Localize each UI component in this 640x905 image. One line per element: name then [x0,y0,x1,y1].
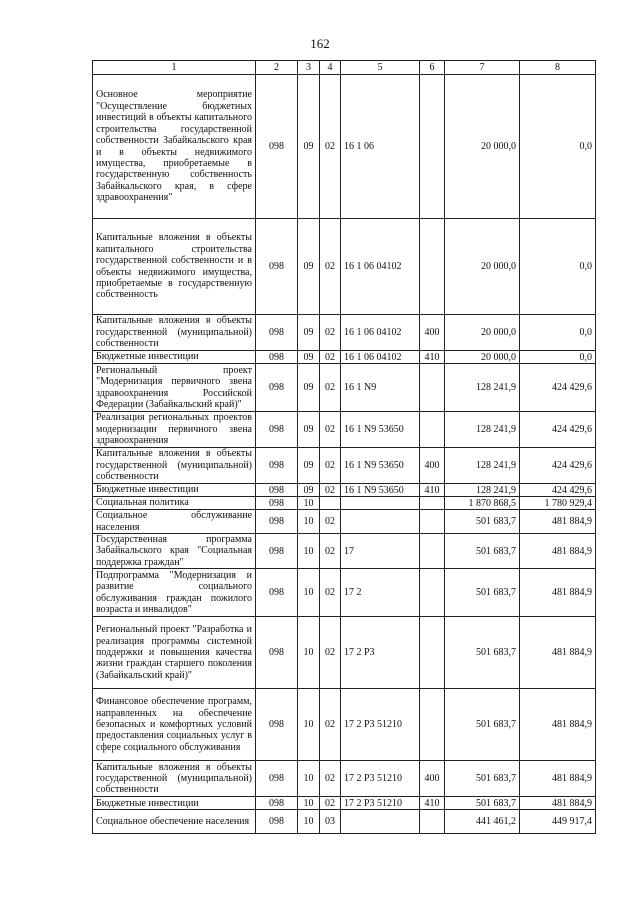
section-code-cell: 10 [298,810,320,834]
expense-type-cell [420,412,445,448]
column-header-3: 3 [298,61,320,75]
target-article-cell: 17 [341,534,420,569]
row-name-cell: Социальное обеспечение населения [93,810,256,834]
section-code-cell: 10 [298,497,320,510]
subsection-code-cell: 02 [320,569,341,617]
table-row [93,75,596,219]
table-row [93,412,596,448]
gr-code-cell: 098 [256,510,298,534]
section-code-cell: 09 [298,484,320,497]
subsection-code-cell: 02 [320,219,341,315]
expense-type-cell [420,497,445,510]
subsection-code-cell: 02 [320,617,341,689]
expense-type-cell: 410 [420,351,445,364]
gr-code-cell: 098 [256,497,298,510]
row-name-cell: Региональный проект "Модернизация первичного звена здравоохранения Российской Федерации (Забайкальский край)" [93,364,256,412]
column-header-4: 4 [320,61,341,75]
gr-code-cell: 098 [256,761,298,797]
section-code-cell: 10 [298,510,320,534]
amount-year2-cell: 1 780 929,4 [520,497,596,510]
expense-type-cell [420,810,445,834]
section-code-cell: 09 [298,351,320,364]
target-article-cell: 16 1 06 04102 [341,219,420,315]
section-code-cell: 10 [298,761,320,797]
amount-year1-cell: 128 241,9 [445,448,520,484]
row-name-cell: Региональный проект "Разработка и реализация программы системной поддержки и повышения качества жизни граждан старшего поколения (Забайкальский край)" [93,617,256,689]
target-article-cell: 16 1 N9 [341,364,420,412]
amount-year2-cell: 424 429,6 [520,364,596,412]
amount-year1-cell: 501 683,7 [445,797,520,810]
page-number: 162 [310,36,330,51]
gr-code-cell: 098 [256,315,298,351]
row-name-cell: Капитальные вложения в объекты государственной (муниципальной) собственности [93,448,256,484]
gr-code-cell: 098 [256,810,298,834]
target-article-cell [341,810,420,834]
amount-year2-cell: 0,0 [520,75,596,219]
section-code-cell: 10 [298,797,320,810]
amount-year2-cell: 0,0 [520,315,596,351]
column-header-6: 6 [420,61,445,75]
amount-year1-cell: 501 683,7 [445,689,520,761]
row-name-cell: Подпрограмма "Модернизация и развитие социального обслуживания граждан пожилого возраста и инвалидов" [93,569,256,617]
subsection-code-cell: 02 [320,448,341,484]
section-code-cell: 10 [298,569,320,617]
row-name-cell: Социальная политика [93,497,256,510]
target-article-cell: 16 1 N9 53650 [341,412,420,448]
amount-year1-cell: 501 683,7 [445,761,520,797]
table-row [93,617,596,689]
row-name-cell: Бюджетные инвестиции [93,797,256,810]
expense-type-cell: 410 [420,484,445,497]
expense-type-cell: 410 [420,797,445,810]
table-row [93,534,596,569]
target-article-cell: 17 2 P3 51210 [341,797,420,810]
section-code-cell: 10 [298,617,320,689]
row-name-cell: Реализация региональных проектов модернизации первичного звена здравоохранения [93,412,256,448]
column-header-7: 7 [445,61,520,75]
amount-year1-cell: 20 000,0 [445,351,520,364]
amount-year1-cell: 20 000,0 [445,315,520,351]
section-code-cell: 09 [298,75,320,219]
target-article-cell: 17 2 P3 51210 [341,689,420,761]
amount-year2-cell: 449 917,4 [520,810,596,834]
gr-code-cell: 098 [256,351,298,364]
row-name-cell: Бюджетные инвестиции [93,351,256,364]
column-header-8: 8 [520,61,596,75]
table-row [93,351,596,364]
expense-type-cell: 400 [420,448,445,484]
section-code-cell: 10 [298,534,320,569]
gr-code-cell: 098 [256,569,298,617]
table-row [93,761,596,797]
gr-code-cell: 098 [256,364,298,412]
target-article-cell: 17 2 [341,569,420,617]
expense-type-cell: 400 [420,761,445,797]
amount-year1-cell: 128 241,9 [445,484,520,497]
table-row [93,797,596,810]
gr-code-cell: 098 [256,534,298,569]
row-name-cell: Капитальные вложения в объекты государственной (муниципальной) собственности [93,761,256,797]
amount-year2-cell: 481 884,9 [520,761,596,797]
subsection-code-cell: 02 [320,75,341,219]
gr-code-cell: 098 [256,484,298,497]
amount-year2-cell: 481 884,9 [520,617,596,689]
amount-year1-cell: 501 683,7 [445,534,520,569]
amount-year2-cell: 0,0 [520,219,596,315]
expense-type-cell [420,510,445,534]
target-article-cell: 16 1 N9 53650 [341,448,420,484]
target-article-cell [341,497,420,510]
amount-year1-cell: 20 000,0 [445,219,520,315]
expense-type-cell [420,534,445,569]
section-code-cell: 09 [298,364,320,412]
target-article-cell: 16 1 06 04102 [341,351,420,364]
amount-year2-cell: 481 884,9 [520,510,596,534]
table-row [93,448,596,484]
section-code-cell: 09 [298,412,320,448]
section-code-cell: 09 [298,315,320,351]
table-row [93,510,596,534]
row-name-cell: Капитальные вложения в объекты государственной (муниципальной) собственности [93,315,256,351]
row-name-cell: Основное мероприятие "Осуществление бюджетных инвестиций в объекты капитального строительства государственной собственности Забайкальского края и в объекты недвижимого имущества, приобретаемые в государственную собственность Забайкальского края, в сфере здравоохранения" [93,75,256,219]
gr-code-cell: 098 [256,412,298,448]
target-article-cell: 16 1 06 [341,75,420,219]
amount-year2-cell: 481 884,9 [520,797,596,810]
amount-year1-cell: 501 683,7 [445,617,520,689]
amount-year1-cell: 1 870 868,5 [445,497,520,510]
table-body [93,75,596,834]
gr-code-cell: 098 [256,219,298,315]
subsection-code-cell [320,497,341,510]
table-row [93,569,596,617]
amount-year1-cell: 20 000,0 [445,75,520,219]
subsection-code-cell: 02 [320,689,341,761]
subsection-code-cell: 02 [320,412,341,448]
expense-type-cell [420,617,445,689]
target-article-cell [341,510,420,534]
expense-type-cell: 400 [420,315,445,351]
amount-year2-cell: 481 884,9 [520,534,596,569]
target-article-cell: 16 1 06 04102 [341,315,420,351]
section-code-cell: 09 [298,219,320,315]
table-row [93,315,596,351]
expense-type-cell [420,219,445,315]
table-row [93,810,596,834]
amount-year2-cell: 424 429,6 [520,448,596,484]
amount-year1-cell: 501 683,7 [445,510,520,534]
amount-year2-cell: 0,0 [520,351,596,364]
header-row [93,61,596,75]
row-name-cell: Финансовое обеспечение программ, направленных на обеспечение безопасных и комфортных условий предоставления социальных услуг в сфере социального обслуживания [93,689,256,761]
gr-code-cell: 098 [256,797,298,810]
subsection-code-cell: 02 [320,315,341,351]
subsection-code-cell: 02 [320,351,341,364]
table-row [93,484,596,497]
table-row [93,497,596,510]
gr-code-cell: 098 [256,75,298,219]
subsection-code-cell: 02 [320,797,341,810]
amount-year2-cell: 424 429,6 [520,412,596,448]
target-article-cell: 17 2 P3 [341,617,420,689]
row-name-cell: Бюджетные инвестиции [93,484,256,497]
section-code-cell: 09 [298,448,320,484]
amount-year1-cell: 128 241,9 [445,412,520,448]
amount-year2-cell: 481 884,9 [520,569,596,617]
gr-code-cell: 098 [256,617,298,689]
amount-year2-cell: 481 884,9 [520,689,596,761]
subsection-code-cell: 02 [320,510,341,534]
table-row [93,219,596,315]
expense-type-cell [420,75,445,219]
target-article-cell: 16 1 N9 53650 [341,484,420,497]
column-header-5: 5 [341,61,420,75]
column-header-1: 1 [93,61,256,75]
amount-year1-cell: 128 241,9 [445,364,520,412]
gr-code-cell: 098 [256,448,298,484]
budget-table [92,60,596,834]
subsection-code-cell: 02 [320,761,341,797]
subsection-code-cell: 03 [320,810,341,834]
column-header-2: 2 [256,61,298,75]
table-row [93,364,596,412]
expense-type-cell [420,364,445,412]
amount-year1-cell: 441 461,2 [445,810,520,834]
row-name-cell: Капитальные вложения в объекты капитального строительства государственной собственности и в объекты недвижимого имущества, приобретаемые в государственную собственность [93,219,256,315]
section-code-cell: 10 [298,689,320,761]
amount-year2-cell: 424 429,6 [520,484,596,497]
subsection-code-cell: 02 [320,364,341,412]
table-row [93,689,596,761]
expense-type-cell [420,569,445,617]
expense-type-cell [420,689,445,761]
row-name-cell: Социальное обслуживание населения [93,510,256,534]
gr-code-cell: 098 [256,689,298,761]
amount-year1-cell: 501 683,7 [445,569,520,617]
row-name-cell: Государственная программа Забайкальского края "Социальная поддержка граждан" [93,534,256,569]
subsection-code-cell: 02 [320,534,341,569]
target-article-cell: 17 2 P3 51210 [341,761,420,797]
subsection-code-cell: 02 [320,484,341,497]
